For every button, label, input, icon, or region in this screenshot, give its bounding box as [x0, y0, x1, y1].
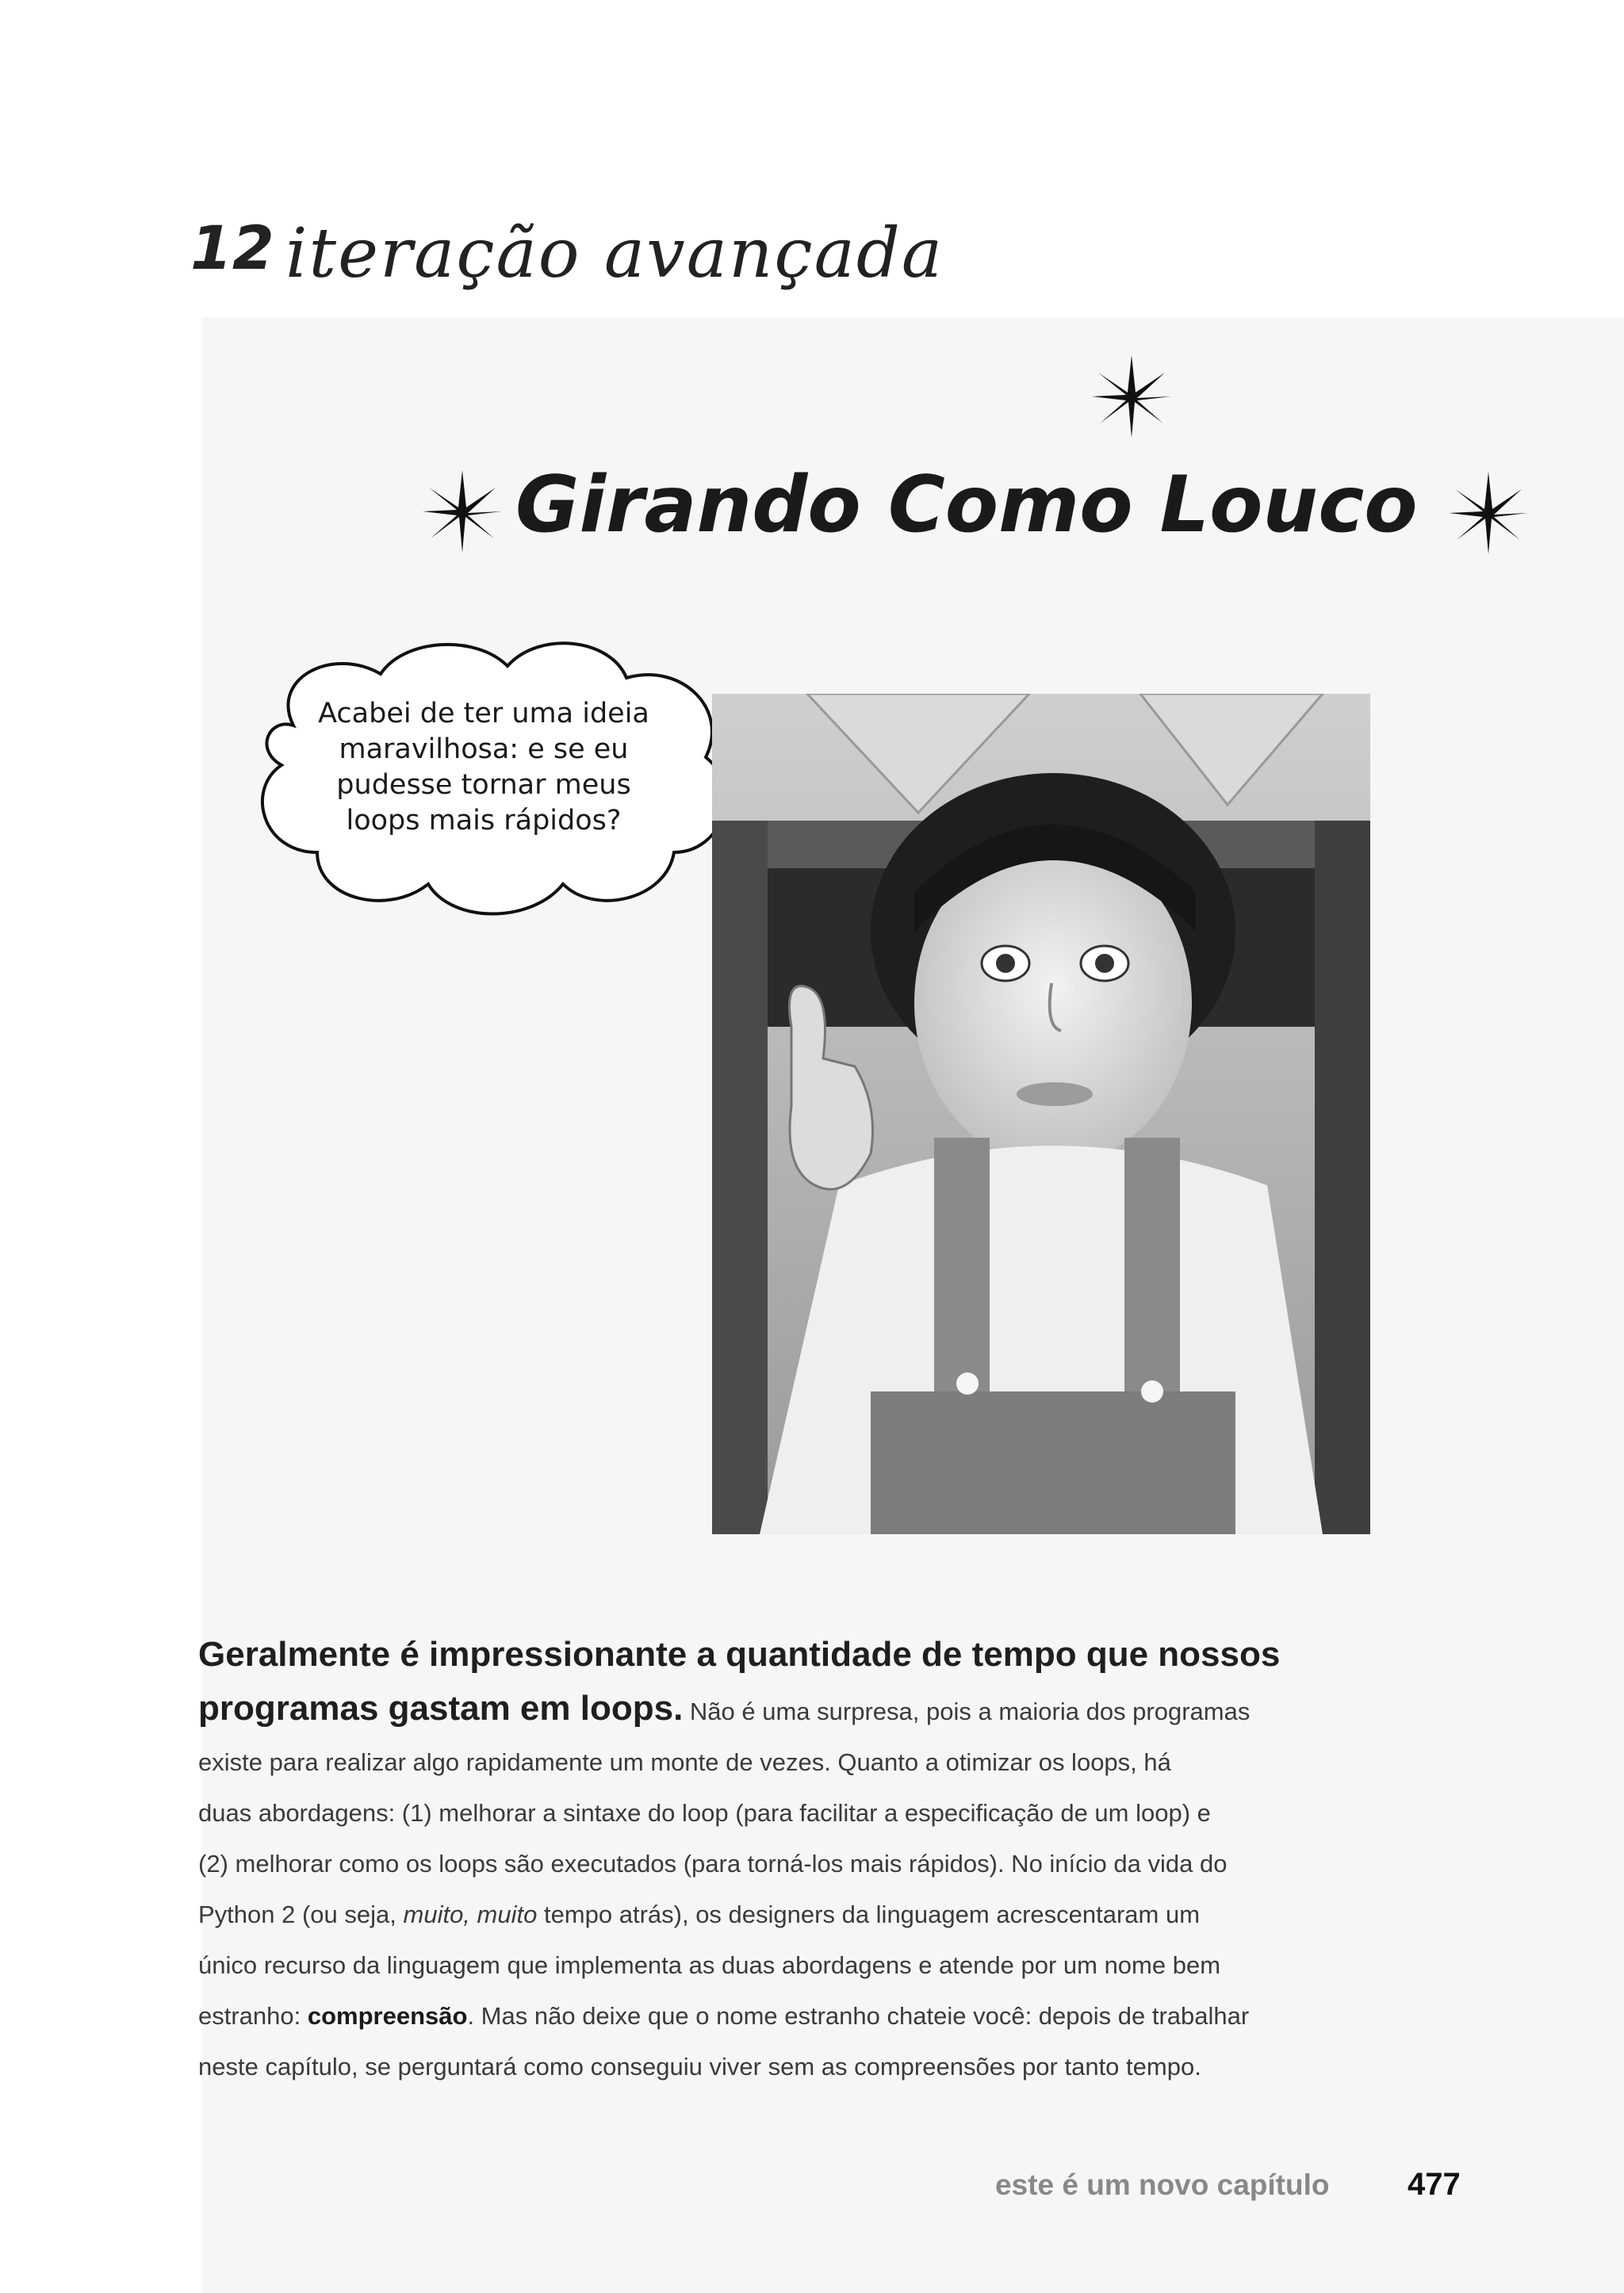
body-text: estranho: [198, 2002, 308, 2030]
strong-text: compreensão [307, 2002, 468, 2030]
lead-text: programas gastam em loops. [198, 1689, 684, 1728]
body-text: tempo atrás), os designers da linguagem acrescentaram um [537, 1901, 1201, 1928]
bubble-line: maravilhosa: e se eu [339, 733, 629, 765]
main-title: Girando Como Louco [515, 460, 1418, 550]
body-line: único recurso da linguagem que implementa as duas abordagens e atende por um nome bem [198, 1951, 1221, 1979]
chapter-number: 12 [190, 212, 274, 283]
body-text: Python 2 (ou seja, [198, 1901, 404, 1928]
bubble-line: loops mais rápidos? [346, 805, 622, 836]
body-line: (2) melhorar como os loops são executados (para torná-los mais rápidos). No início da vida do [198, 1850, 1228, 1878]
sparkle-icon [1445, 469, 1532, 557]
bubble-line: pudesse tornar meus [336, 769, 631, 801]
sparkle-icon [419, 468, 506, 555]
body-paragraph [198, 1629, 1404, 2092]
sparkle-icon [1088, 353, 1175, 440]
page-number: 477 [1408, 2167, 1461, 2202]
body-line: neste capítulo, se perguntará como conseguiu viver sem as compreensões por tanto tempo. [198, 2053, 1201, 2081]
body-text: . Mas não deixe que o nome estranho chateie você: depois de trabalhar [467, 2002, 1250, 2030]
girl-thinking-photo [712, 694, 1370, 1534]
bubble-line: Acabei de ter uma ideia [318, 698, 649, 729]
footer-label: este é um novo capítulo [995, 2169, 1330, 2201]
lead-text: Geralmente é impressionante a quantidade de tempo que nossos [198, 1635, 1281, 1674]
emphasis-text: muito, muito [403, 1901, 538, 1928]
body-line: duas abordagens: (1) melhorar a sintaxe do loop (para facilitar a especificação de um loop) e [198, 1799, 1211, 1827]
thought-bubble-text [297, 696, 670, 839]
body-text: Não é uma surpresa, pois a maioria dos programas [683, 1698, 1251, 1725]
body-line: existe para realizar algo rapidamente um monte de vezes. Quanto a otimizar os loops, há [198, 1748, 1171, 1776]
chapter-title: iteração avançada [285, 214, 944, 293]
